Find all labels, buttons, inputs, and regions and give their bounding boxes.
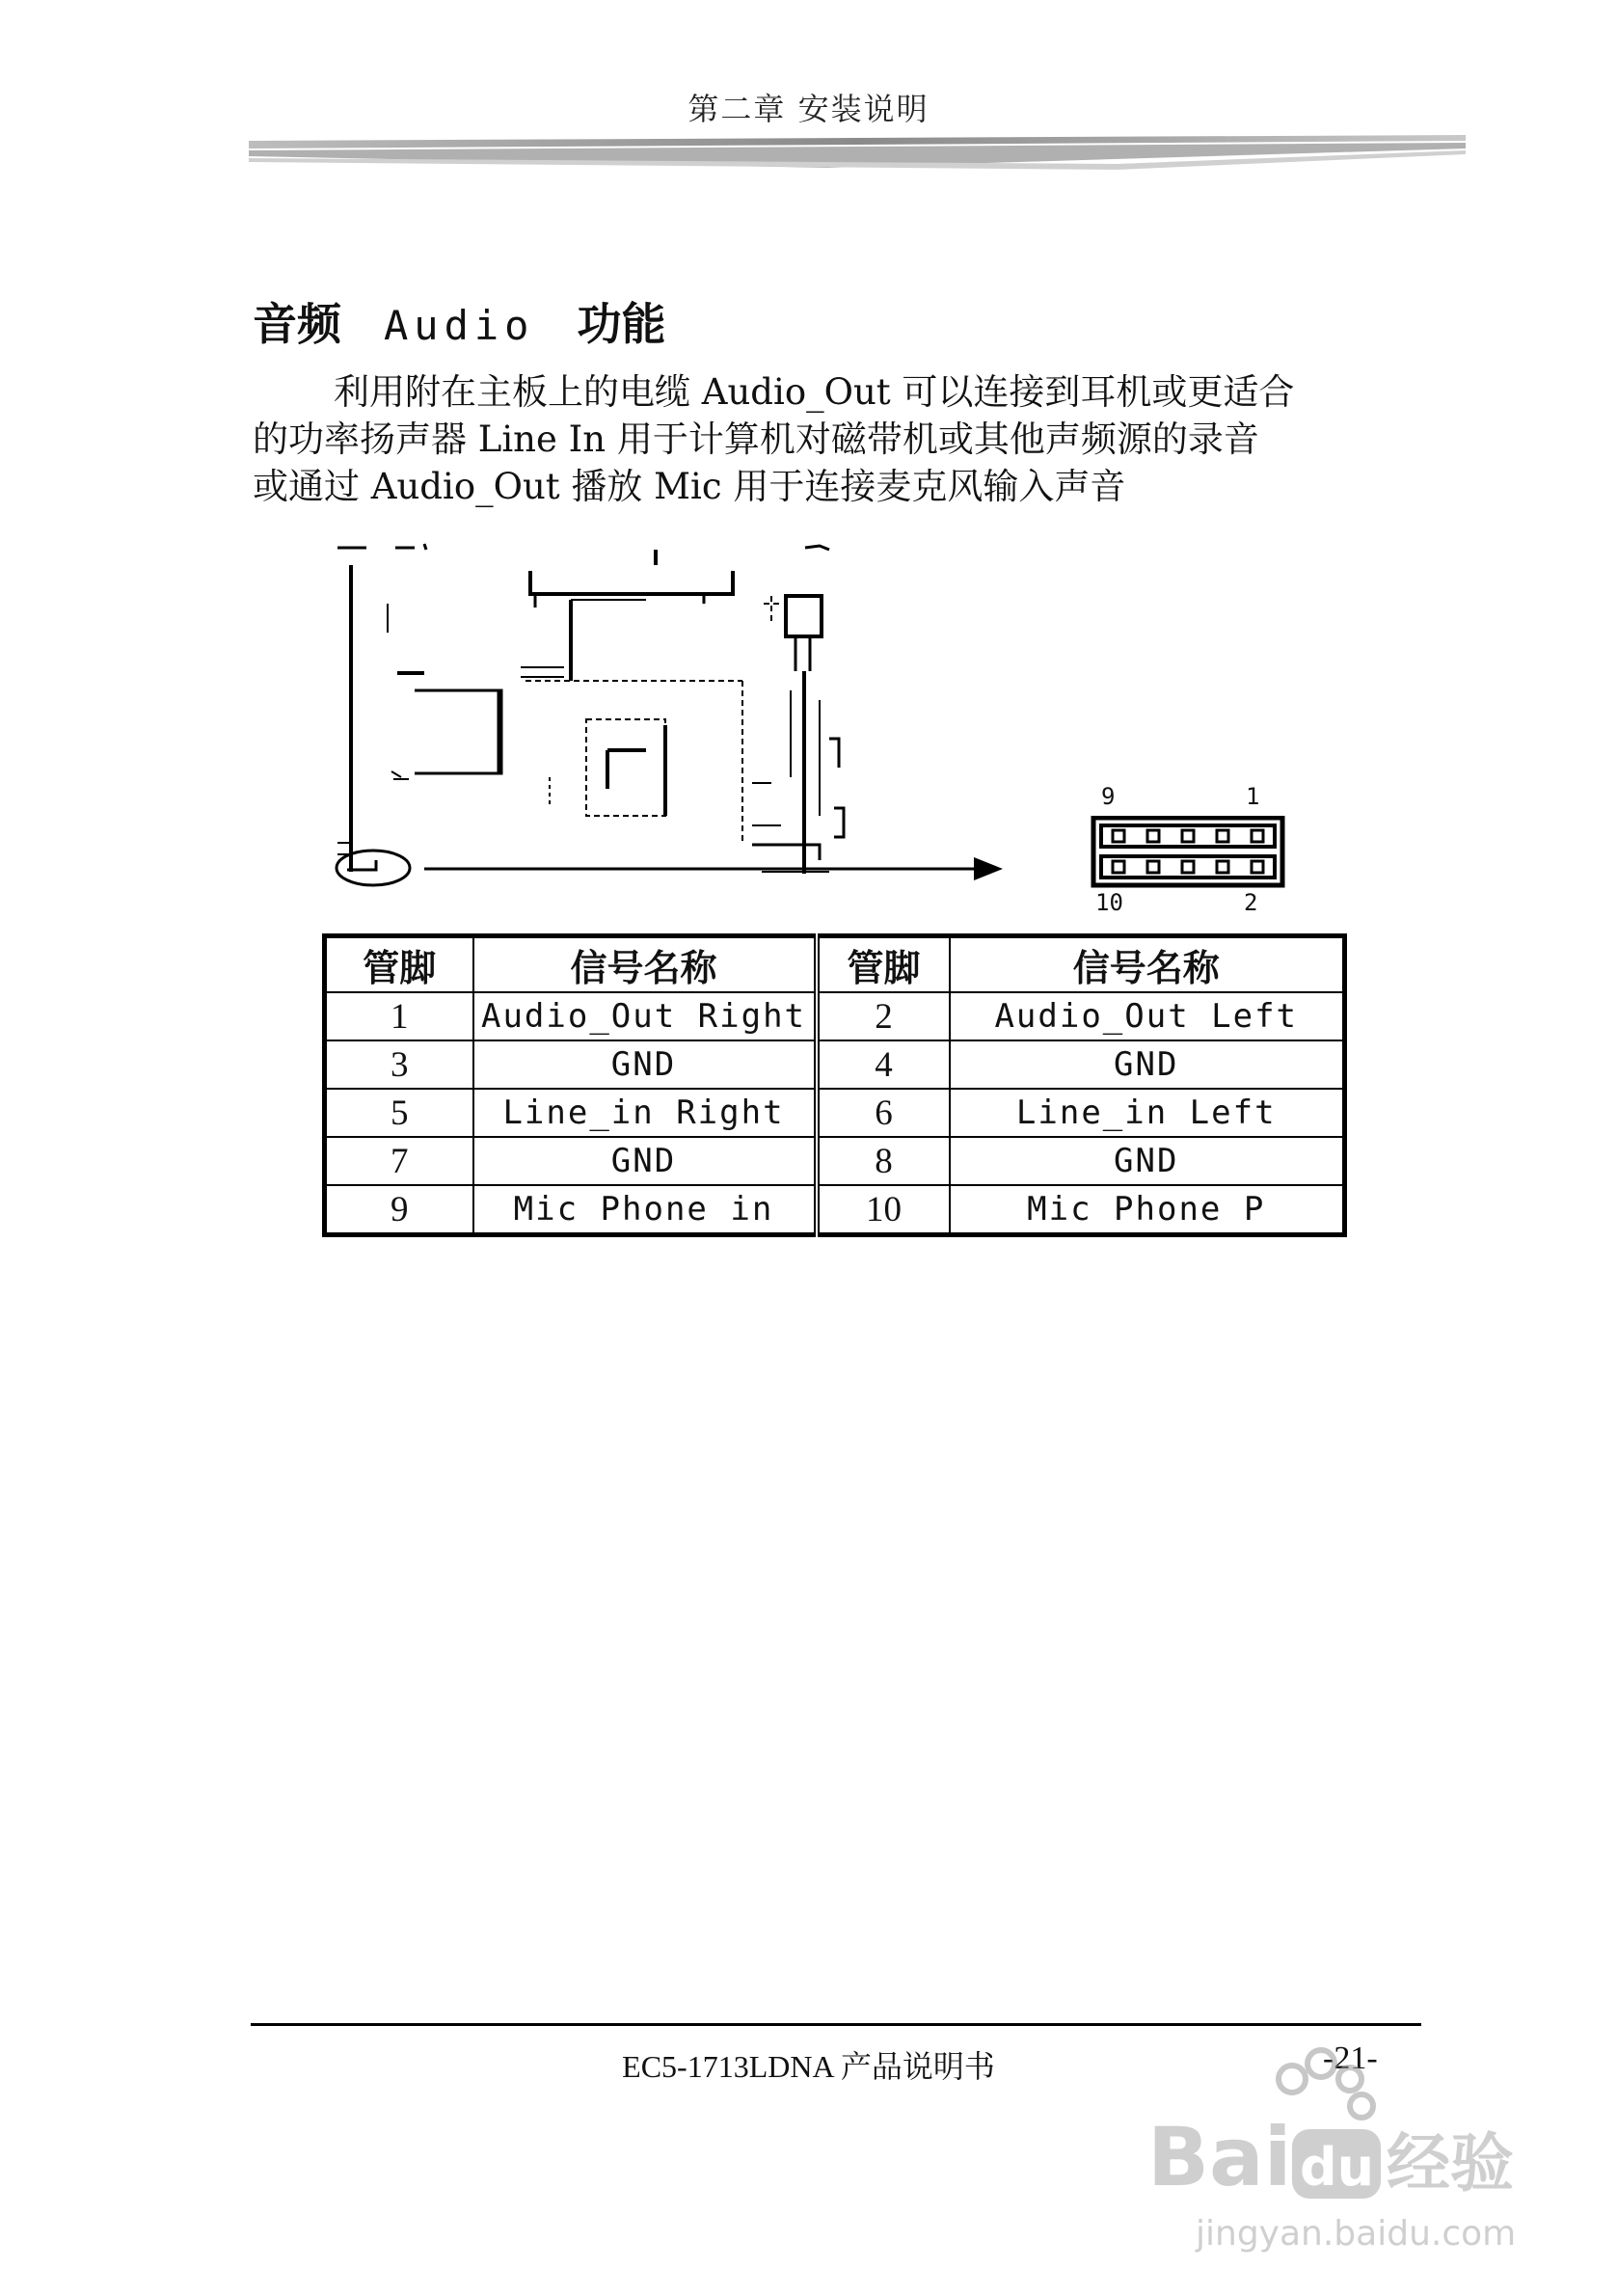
signal-name: GND [950, 1137, 1345, 1185]
signal-name: GND [473, 1137, 817, 1185]
page-number: -21- [1323, 2040, 1378, 2076]
pin-label-1: 1 [1246, 783, 1260, 810]
pin-number: 4 [817, 1040, 950, 1089]
pin-number: 8 [817, 1137, 950, 1185]
section-title [253, 289, 665, 353]
signal-name: Mic Phone in [473, 1185, 817, 1235]
pin-label-9: 9 [1101, 783, 1116, 810]
svg-text:jingyan.baidu.com: jingyan.baidu.com [1196, 2214, 1517, 2254]
table-row [325, 992, 1345, 1040]
pin-number: 2 [817, 992, 950, 1040]
pin-number: 9 [325, 1185, 473, 1235]
column-header-signal: 信号名称 [950, 936, 1345, 993]
baidu-watermark-logo [1138, 2040, 1543, 2262]
table-row [325, 1185, 1345, 1235]
svg-text:Bai: Bai [1147, 2110, 1292, 2204]
signal-name: GND [950, 1040, 1345, 1089]
signal-name: Audio_Out Right [473, 992, 817, 1040]
paragraph-line: 或通过 Audio_Out 播放 Mic 用于连接麦克风输入声音 [253, 466, 1126, 507]
footer-divider [251, 2023, 1421, 2026]
section-title-latin: Audio [384, 302, 535, 349]
arrow-right-icon [974, 857, 1003, 880]
pin-header-icon [1090, 816, 1321, 893]
signal-name: GND [473, 1040, 817, 1089]
motherboard-diagram [328, 536, 1061, 922]
section-title-suffix: 功能 [577, 298, 666, 350]
footer-title: EC5-1713LDNA 产品说明书 [622, 2049, 995, 2084]
section-title-prefix: 音频 [253, 298, 341, 350]
signal-name: Line_in Left [950, 1089, 1345, 1137]
pin-label-10: 10 [1095, 889, 1123, 916]
paragraph-line: 的功率扬声器 Line In 用于计算机对磁带机或其他声频源的录音 [253, 419, 1259, 460]
table-row [325, 1040, 1345, 1089]
paragraph-line: 利用附在主板上的电缆 Audio_Out 可以连接到耳机或更适合 [334, 371, 1295, 413]
signal-name: Mic Phone P [950, 1185, 1345, 1235]
column-header-pin: 管脚 [325, 936, 473, 993]
svg-text:du: du [1300, 2137, 1375, 2198]
signal-name: Line_in Right [473, 1089, 817, 1137]
pin-number: 1 [325, 992, 473, 1040]
header-divider [249, 135, 1466, 170]
pin-number: 10 [817, 1185, 950, 1235]
column-header-signal: 信号名称 [473, 936, 817, 993]
chapter-header: 第二章 安装说明 [687, 91, 930, 127]
svg-text:经验: 经验 [1387, 2126, 1514, 2201]
pin-label-2: 2 [1244, 889, 1258, 916]
description-paragraph [253, 368, 1410, 510]
pin-number: 3 [325, 1040, 473, 1089]
pin-number: 6 [817, 1089, 950, 1137]
table-header-row [325, 936, 1345, 993]
column-header-pin: 管脚 [817, 936, 950, 993]
pin-assignment-table [322, 933, 1347, 1237]
pin-number: 7 [325, 1137, 473, 1185]
pin-number: 5 [325, 1089, 473, 1137]
signal-name: Audio_Out Left [950, 992, 1345, 1040]
table-row [325, 1137, 1345, 1185]
table-row [325, 1089, 1345, 1137]
audio-connector-highlight [337, 851, 410, 885]
